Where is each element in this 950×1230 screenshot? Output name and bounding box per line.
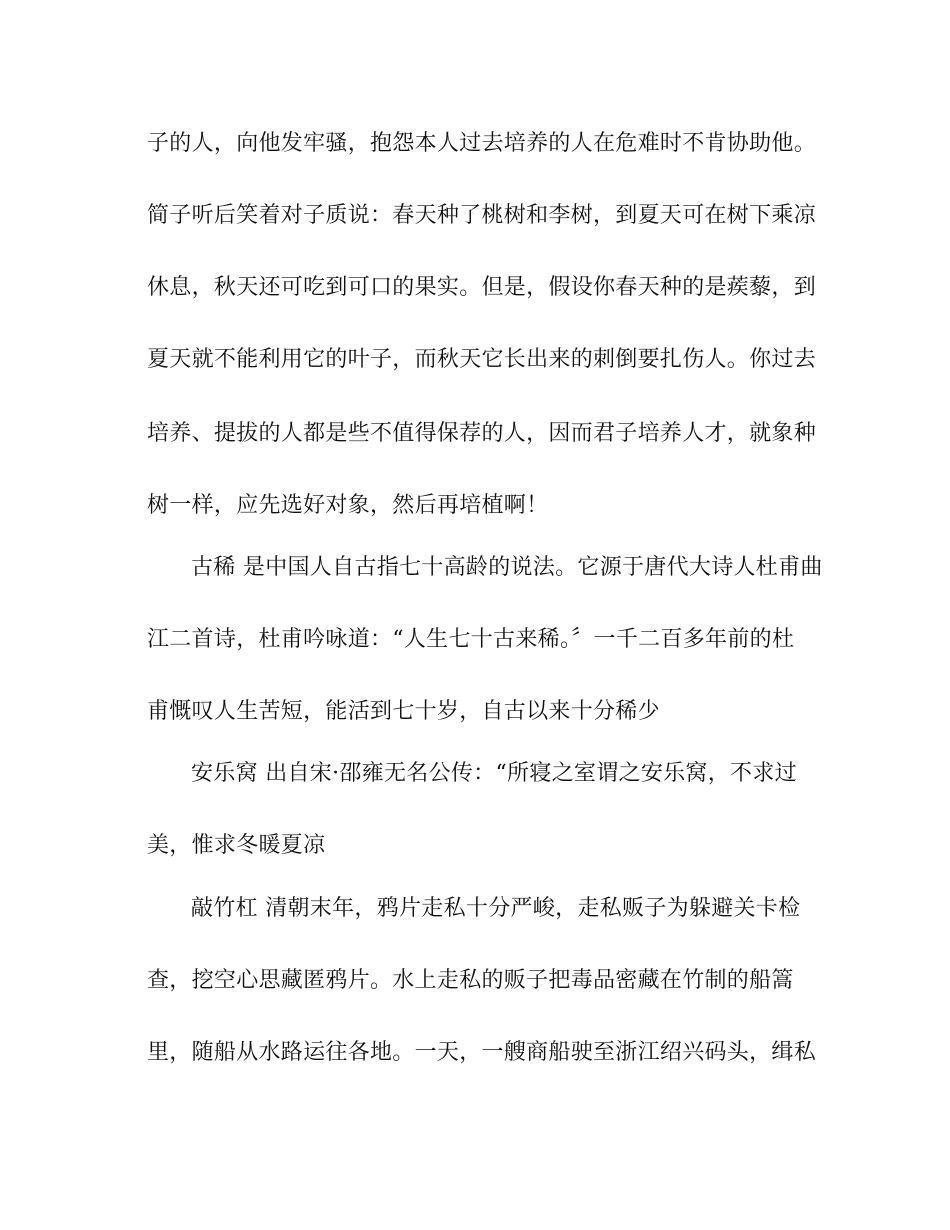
- text-line: 培养、提拔的人都是些不值得保荐的人，因而君子培养人才，就象种: [147, 421, 817, 446]
- paragraph-first-line: 敲竹杠 清朝末年，鸦片走私十分严峻，走私贩子为躲避关卡检: [191, 896, 801, 921]
- text-line: 树一样，应先选好对象，然后再培植啊！: [147, 493, 549, 518]
- text-line: 里，随船从水路运往各地。一天，一艘商船驶至浙江绍兴码头，缉私: [147, 1040, 817, 1065]
- text-line: 夏天就不能利用它的叶子，而秋天它长出来的刺倒要扎伤人。你过去: [147, 347, 817, 372]
- text-line: 休息，秋天还可吃到可口的果实。但是，假设你春天种的是蒺藜，到: [147, 275, 817, 300]
- text-line: 简子听后笑着对子质说：春天种了桃树和李树，到夏天可在树下乘凉: [147, 203, 817, 228]
- text-line: 美，惟求冬暖夏凉: [147, 833, 326, 858]
- text-line: 查，挖空心思藏匿鸦片。水上走私的贩子把毒品密藏在竹制的船篙: [147, 968, 794, 993]
- text-line: 江二首诗，杜甫吟咏道：“人生七十古来稀。〞一千二百多年前的杜: [147, 627, 795, 652]
- text-line: 甫慨叹人生苦短，能活到七十岁，自古以来十分稀少: [147, 699, 660, 724]
- paragraph-first-line: 安乐窝 出自宋·邵雍无名公传：“所寝之室谓之安乐窝，不求过: [191, 761, 797, 786]
- text-line: 子的人，向他发牢骚，抱怨本人过去培养的人在危难时不肯协助他。: [147, 131, 817, 156]
- paragraph-first-line: 古稀 是中国人自古指七十高龄的说法。它源于唐代大诗人杜甫曲: [191, 555, 823, 580]
